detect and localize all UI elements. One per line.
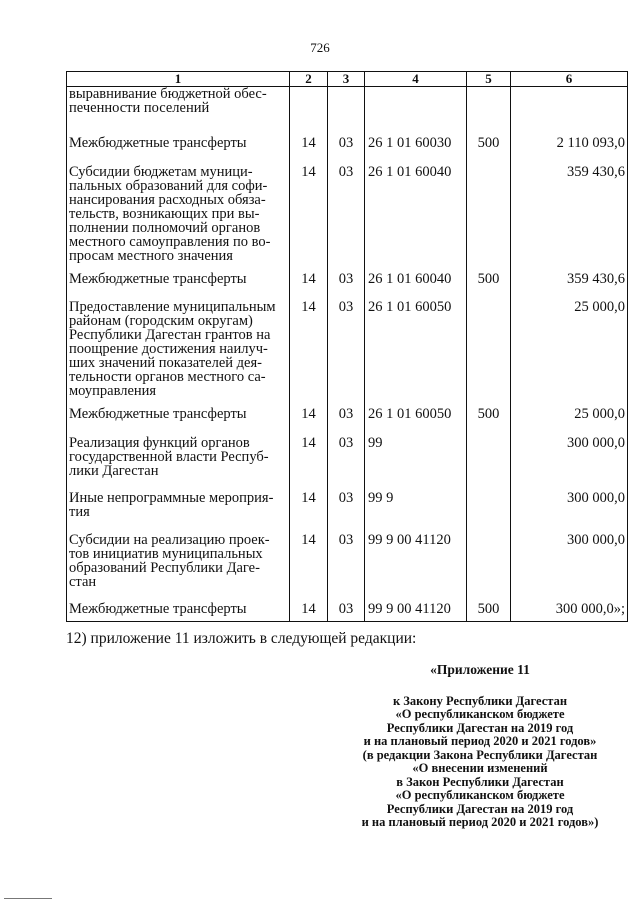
column-header: 5 <box>467 72 511 87</box>
row-expense-type: 500 <box>467 136 511 165</box>
annex-line: к Закону Республики Дагестан <box>392 693 568 708</box>
row-target-code <box>365 87 467 136</box>
annex-line: «О внесении изменений <box>412 761 548 775</box>
row-expense-type <box>467 533 511 602</box>
row-name: Межбюджетные трансферты <box>67 136 290 165</box>
row-name: выравнивание бюджетной обес-печенности поселений <box>67 87 290 136</box>
page-edge-line <box>4 898 52 899</box>
row-name: Предоставление муниципальным районам (городским округам) Республики Дагестан грантов на поощрение достижения наилуч-ших значений показателей дея-тельности органов местного са-моуправления <box>67 300 290 407</box>
annex-title: «Приложение 11 <box>430 662 530 677</box>
row-expense-type <box>467 491 511 533</box>
row-subsection: 03 <box>328 602 365 622</box>
row-sum: 300 000,0 <box>511 491 628 533</box>
row-target-code: 99 9 <box>365 491 467 533</box>
table-row <box>67 136 628 165</box>
annex-line: Республики Дагестан на 2019 год <box>386 801 574 816</box>
row-target-code: 26 1 01 60050 <box>365 407 467 436</box>
table-row <box>67 533 628 602</box>
table-row <box>67 87 628 136</box>
row-section: 14 <box>290 300 328 407</box>
row-section: 14 <box>290 272 328 300</box>
column-header: 2 <box>290 72 328 87</box>
row-section: 14 <box>290 602 328 622</box>
column-header: 1 <box>67 72 290 87</box>
row-sum: 359 430,6 <box>511 165 628 272</box>
row-sum: 359 430,6 <box>511 272 628 300</box>
row-target-code: 99 9 00 41120 <box>365 602 467 622</box>
row-expense-type <box>467 165 511 272</box>
table-row <box>67 491 628 533</box>
row-section <box>290 87 328 136</box>
row-subsection: 03 <box>328 272 365 300</box>
row-sum <box>511 87 628 136</box>
row-target-code: 26 1 01 60040 <box>365 272 467 300</box>
row-expense-type: 500 <box>467 407 511 436</box>
table-header-row <box>67 72 628 87</box>
row-subsection: 03 <box>328 436 365 491</box>
page-number: 726 <box>310 40 330 55</box>
annex-line: и на плановый период 2020 и 2021 годов» <box>363 734 597 748</box>
row-sum: 25 000,0 <box>511 300 628 407</box>
row-name: Межбюджетные трансферты <box>67 407 290 436</box>
row-sum: 25 000,0 <box>511 407 628 436</box>
annex-heading <box>330 663 630 830</box>
row-expense-type <box>467 300 511 407</box>
row-expense-type: 500 <box>467 272 511 300</box>
column-header: 3 <box>328 72 365 87</box>
row-subsection: 03 <box>328 491 365 533</box>
annex-line: Республики Дагестан на 2019 год <box>386 720 574 735</box>
row-sum: 300 000,0 <box>511 533 628 602</box>
annex-line: и на плановый период 2020 и 2021 годов») <box>361 815 599 829</box>
annex-line: «О республиканском бюджете <box>395 788 565 802</box>
row-expense-type <box>467 87 511 136</box>
row-target-code: 26 1 01 60050 <box>365 300 467 407</box>
budget-table <box>66 71 628 622</box>
row-subsection: 03 <box>328 407 365 436</box>
row-subsection: 03 <box>328 136 365 165</box>
row-section: 14 <box>290 136 328 165</box>
row-section: 14 <box>290 491 328 533</box>
table-row <box>67 602 628 622</box>
row-target-code: 26 1 01 60040 <box>365 165 467 272</box>
annex-line: «О республиканском бюджете <box>395 707 565 721</box>
row-section: 14 <box>290 436 328 491</box>
row-sum: 300 000,0»; <box>511 602 628 622</box>
amendment-paragraph: 12) приложение 11 изложить в следующей редакции: <box>66 630 417 647</box>
row-section: 14 <box>290 165 328 272</box>
table-row <box>67 300 628 407</box>
row-section: 14 <box>290 533 328 602</box>
column-header: 4 <box>365 72 467 87</box>
row-name: Субсидии на реализацию проек-тов инициатив муниципальных образований Республики Даге-стан <box>67 533 290 602</box>
row-expense-type: 500 <box>467 602 511 622</box>
row-target-code: 99 <box>365 436 467 491</box>
row-expense-type <box>467 436 511 491</box>
row-name: Межбюджетные трансферты <box>67 272 290 300</box>
row-subsection: 03 <box>328 300 365 407</box>
row-section: 14 <box>290 407 328 436</box>
row-sum: 300 000,0 <box>511 436 628 491</box>
column-header: 6 <box>511 72 628 87</box>
table-row <box>67 165 628 272</box>
table-row <box>67 407 628 436</box>
row-subsection <box>328 87 365 136</box>
table-row <box>67 436 628 491</box>
row-subsection: 03 <box>328 165 365 272</box>
row-name: Межбюджетные трансферты <box>67 602 290 622</box>
annex-line: в Закон Республики Дагестан <box>396 774 564 789</box>
row-subsection: 03 <box>328 533 365 602</box>
row-name: Субсидии бюджетам муници-пальных образований для софи-нансирования расходных обяза-тельств, возникающих при вы-полнении полномочий органов местного самоуправления по во-просам местного значения <box>67 165 290 272</box>
row-sum: 2 110 093,0 <box>511 136 628 165</box>
row-name: Иные непрограммные мероприя-тия <box>67 491 290 533</box>
table-row <box>67 272 628 300</box>
row-target-code: 26 1 01 60030 <box>365 136 467 165</box>
row-target-code: 99 9 00 41120 <box>365 533 467 602</box>
annex-line: (в редакции Закона Республики Дагестан <box>362 747 598 762</box>
row-name: Реализация функций органов государственной власти Респуб-лики Дагестан <box>67 436 290 491</box>
